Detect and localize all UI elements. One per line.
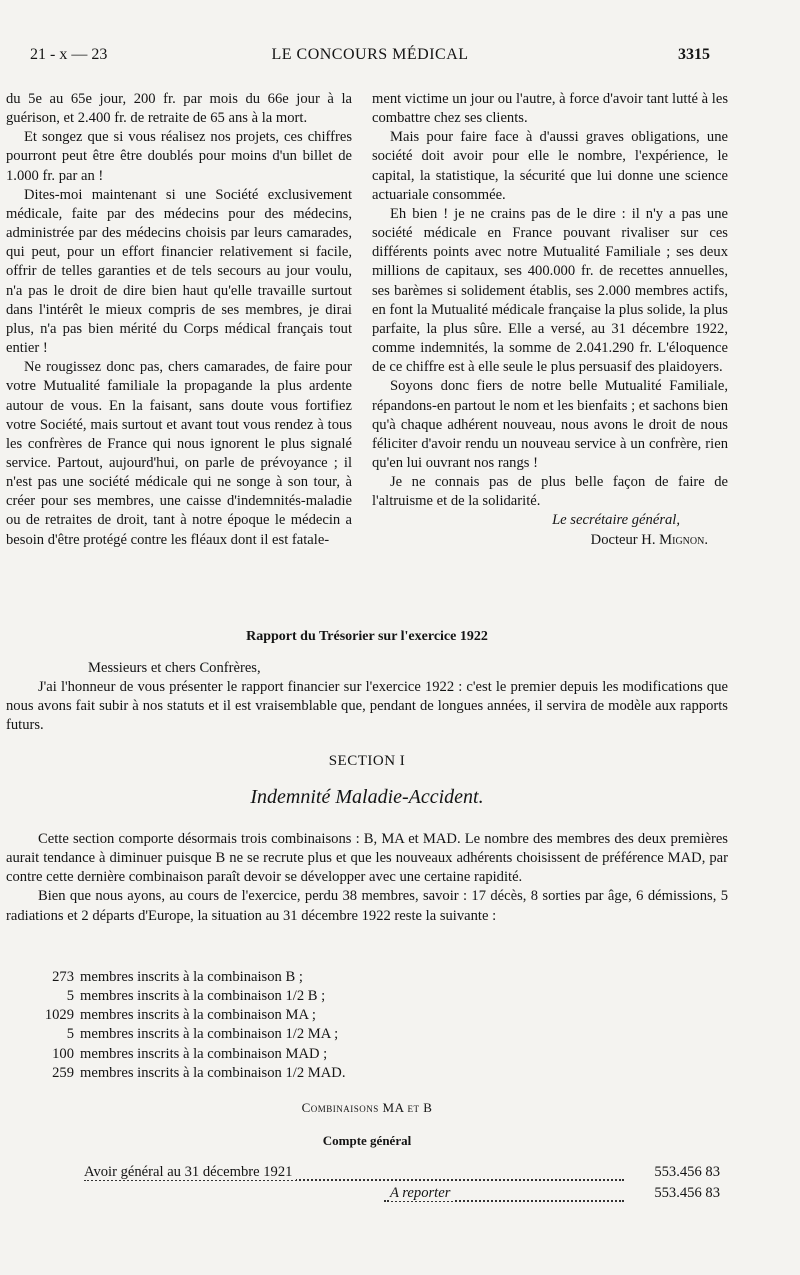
section-body [6,830,728,926]
members-list [0,968,440,1083]
account-label: Avoir général au 31 décembre 1921 [84,1164,296,1180]
signature-name-prefix: Docteur H. [590,531,660,548]
running-header [30,46,710,70]
account-line [84,1185,720,1206]
paragraph: J'ai l'honneur de vous présenter le rapport financier sur l'exercice 1922 : c'est le premier depuis les modifications que nous avons fait subir à nos statuts et il est vraisemblable que, pendant de longues années, il servira de modèle aux rapports futurs. [6,679,728,734]
paragraph: Bien que nous ayons, au cours de l'exercice, perdu 38 membres, savoir : 17 décès, 8 sorties par âge, 6 démissions, 5 radiations et 2 départs d'Europe, la situation au 31 décembre 1922 reste la suivante : [6,888,728,924]
salutation: Messieurs et chers Confrères, [88,660,261,676]
paragraph: Cette section comporte désormais trois combinaisons : B, MA et MAD. Le nombre des membres des deux premières aurait tendance à diminuer puisque B ne se recrute plus et que les nouveaux adhérents choisissent de préférence MAD, par contre cette dernière combinaison paraît devoir se développer avec une certaine rapidité. [6,831,728,886]
report-title: Rapport du Trésorier sur l'exercice 1922 [246,629,488,644]
page-number: 3315 [678,46,710,63]
journal-title: LE CONCOURS MÉDICAL [271,46,469,63]
paragraph: Je ne connais pas de plus belle façon de faire de l'altruisme et de la solidarité. [372,474,728,510]
left-column [6,90,352,550]
paragraph: Eh bien ! je ne crains pas de le dire : il n'y a pas une société médicale en France pouvant rivaliser sur ces différents points avec notre Mutualité Familiale ; ses deux millions de capitaux, ses 400.000 fr. de recettes annuelles, ses barèmes si solidement établis, ses 2.000 membres actifs, en font la Mutualité médicale française la plus solide, la plus parfaite, la plus sûre. Elle a versé, au 31 décembre 1922, comme indemnités, la somme de 2.041.290 fr. L'éloquence de ce chiffre est à elle seule le plus persuasif des plaidoyers. [372,205,728,376]
combinaisons-heading: Combinaisons MA et B [301,1100,433,1115]
paragraph: Dites-moi maintenant si une Société exclusivement médicale, faite par des médecins pour des médecins, administrée par des médecins choisis par leurs camarades, qui peut, pour un effort financier relativement si facile, offrir de telles garanties et de tels secours au jour voulu, n'a pas le droit de dire bien haut qu'elle travaille surtout dans l'intérêt le mieux compris de ses membres, je dirai plus, n'a pas bien mérité du Corps médical français tout entier ! [6,186,352,357]
account-amount: 553.456 83 [624,1185,720,1202]
account-lines [84,1164,720,1206]
signature-surname: Mignon. [659,531,708,548]
section-label: SECTION I [328,753,406,769]
list-item: 259 membres inscrits à la combinaison 1/2 MAD. [52,1064,346,1081]
list-item: 100 membres inscrits à la combinaison MAD ; [52,1045,328,1062]
list-item: 5 membres inscrits à la combinaison 1/2 MA ; [66,1026,339,1043]
list-item: 5 membres inscrits à la combinaison 1/2 B ; [66,988,326,1005]
signature-name [372,531,728,550]
account-label: A reporter [390,1185,454,1201]
paragraph: Et songez que si vous réalisez nos projets, ces chiffres pourront peut être être doublés pour moins d'un billet de 1.000 fr. par an ! [6,129,352,184]
header-date: 21 - x — 23 [30,46,108,63]
signature-role: Le secrétaire général, [552,512,680,529]
list-item: 1029 membres inscrits à la combinaison MA ; [44,1007,316,1024]
paragraph: du 5e au 65e jour, 200 fr. par mois du 66e jour à la guérison, et 2.400 fr. de retraite de 65 ans à la mort. [6,91,352,127]
paragraph: Mais pour faire face à d'aussi graves obligations, une société doit avoir pour elle le nombre, l'expérience, le capital, la statistique, la sécurité que lui donne une science actuariale consommée. [372,129,728,203]
paragraph: ment victime un jour ou l'autre, à force d'avoir tant lutté à les combattre chez ses clients. [372,91,728,127]
list-item: 273 membres inscrits à la combinaison B ; [52,969,303,985]
right-column [372,90,728,550]
account-amount: 553.456 83 [624,1164,720,1181]
account-line [84,1164,720,1185]
compte-heading: Compte général [322,1133,412,1148]
section-title: Indemnité Maladie-Accident. [250,786,484,808]
paragraph: Soyons donc fiers de notre belle Mutualité Familiale, répandons-en partout le nom et les bienfaits ; et sachons bien qu'à chaque adhérent nouveau, nous avons le droit de nous féliciter d'avoir rendu un nouveau service à un confrère, rien qu'en lui ouvrant nos rangs ! [372,378,728,471]
report-intro [6,659,728,736]
paragraph: Ne rougissez donc pas, chers camarades, de faire pour votre Mutualité familiale la propagande la plus ardente autour de vous. En la faisant, sans doute vous fortifiez votre Société, mais surtout et avant tout vous rendez à tous les confrères de France qui nous ignorent le plus signalé service. Partout, aujourd'hui, on parle de prévoyance ; il n'est pas une société médicale qui ne songe à son tour, à créer pour ses membres, une caisse d'indemnités-maladie ou de retraites de droit, tant à notre époque le médecin a besoin d'être protégé contre les fléaux dont il est fatale- [6,359,352,548]
